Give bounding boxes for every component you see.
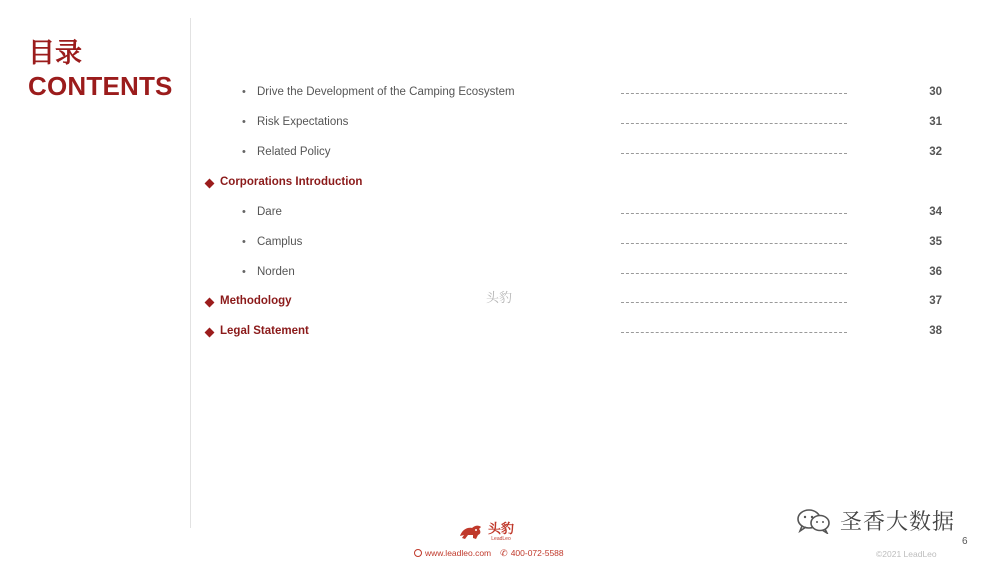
toc-page-number: 38 (929, 325, 942, 337)
diamond-icon (205, 298, 215, 308)
toc-page-number: 35 (929, 236, 942, 248)
toc-section-label: Methodology (220, 295, 292, 307)
phone-text: 400-072-5588 (510, 548, 564, 558)
toc-item-label: Related Policy (257, 146, 331, 158)
diamond-icon (205, 328, 215, 338)
toc-item-camplus[interactable] (0, 234, 1000, 254)
website-text: www.leadleo.com (425, 548, 492, 558)
toc-section-label: Corporations Introduction (220, 176, 363, 188)
wechat-account-name: 圣香大数据 (840, 510, 956, 535)
toc-item-label: Norden (257, 266, 295, 278)
leopard-icon (458, 522, 484, 542)
title-english: CONTENTS (28, 71, 173, 101)
dotted-leader (621, 332, 847, 333)
toc-item-label: Dare (257, 206, 282, 218)
toc-page-number: 36 (929, 266, 942, 278)
toc-item-label: Camplus (257, 236, 303, 248)
toc-section-corporations[interactable] (0, 174, 1000, 194)
dotted-leader (621, 93, 847, 94)
dotted-leader (621, 243, 847, 244)
bullet-icon: • (242, 116, 246, 128)
brand-name-en: LeadLeo (491, 535, 511, 542)
phone-contact (500, 548, 563, 558)
toc-item-risk[interactable] (0, 114, 1000, 134)
bullet-icon: • (242, 206, 246, 218)
footer-contact (414, 548, 564, 558)
toc-page-number: 34 (929, 206, 942, 218)
dotted-leader (621, 273, 847, 274)
wechat-account (796, 505, 955, 536)
diamond-icon (205, 179, 215, 189)
bullet-icon: • (242, 146, 246, 158)
dotted-leader (621, 153, 847, 154)
dotted-leader (621, 213, 847, 214)
page-number: 6 (962, 536, 968, 547)
brand-name-cn: 头豹 (488, 521, 515, 537)
toc-item-dare[interactable] (0, 204, 1000, 224)
toc-page-number: 30 (929, 86, 942, 98)
toc-item-norden[interactable] (0, 264, 1000, 284)
toc-item-label: Risk Expectations (257, 116, 349, 128)
toc-section-legal[interactable] (0, 323, 1000, 343)
website-link[interactable] (414, 548, 491, 558)
globe-icon (414, 549, 422, 557)
dotted-leader (621, 302, 847, 303)
title-chinese: 目录 (28, 38, 82, 69)
toc-section-label: Legal Statement (220, 325, 309, 337)
toc-item-label: Drive the Development of the Camping Ecosystem (257, 86, 515, 98)
dotted-leader (621, 123, 847, 124)
bullet-icon: • (242, 86, 246, 98)
toc-page-number: 31 (929, 116, 942, 128)
toc-item-drive[interactable] (0, 84, 1000, 104)
leadleo-logo (458, 522, 514, 542)
phone-icon: ✆ (500, 547, 508, 558)
copyright-text: ©2021 LeadLeo (876, 549, 937, 559)
toc-page-number: 32 (929, 146, 942, 158)
watermark: 头豹 (486, 291, 513, 306)
toc-item-policy[interactable] (0, 144, 1000, 164)
bullet-icon: • (242, 236, 246, 248)
wechat-icon (796, 508, 832, 534)
bullet-icon: • (242, 266, 246, 278)
toc-page-number: 37 (929, 295, 942, 307)
